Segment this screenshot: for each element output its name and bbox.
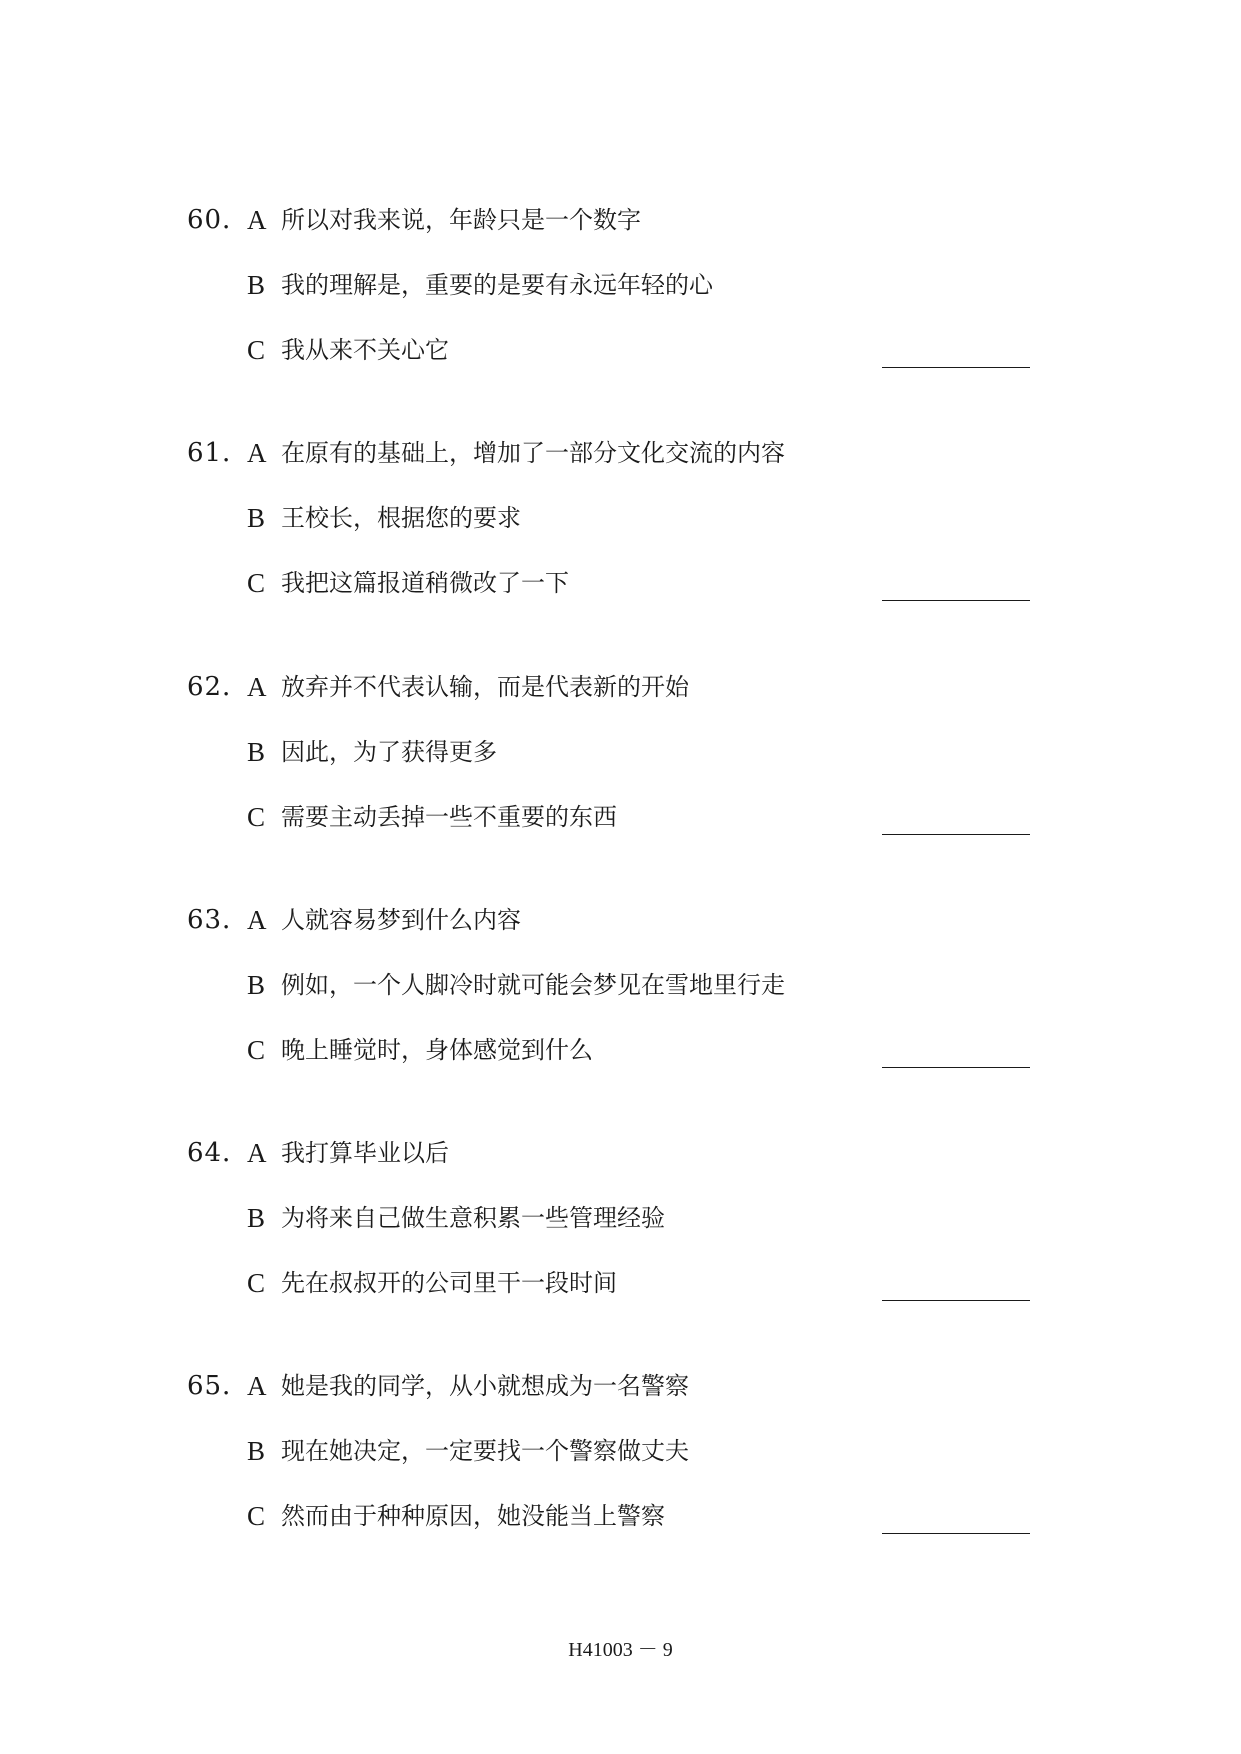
answer-blank[interactable] (882, 1067, 1030, 1068)
option-letter: C (247, 802, 266, 832)
option-text: 晚上睡觉时，身体感觉到什么 (281, 1036, 593, 1064)
option-letter: B (247, 1436, 266, 1466)
option-text: 王校长，根据您的要求 (281, 504, 521, 532)
option-text: 她是我的同学，从小就想成为一名警察 (281, 1372, 689, 1400)
option-letter: A (247, 1371, 267, 1401)
option-letter: A (247, 1138, 267, 1168)
option-text: 然而由于种种原因，她没能当上警察 (281, 1502, 665, 1530)
question-number: 62． (187, 672, 250, 702)
option-text: 所以对我来说，年龄只是一个数字 (281, 206, 641, 234)
option-text: 因此，为了获得更多 (281, 738, 497, 766)
option-letter: B (247, 737, 266, 767)
option-letter: C (247, 1501, 266, 1531)
question-61 (0, 433, 1241, 633)
option-text: 我的理解是，重要的是要有永远年轻的心 (281, 271, 713, 299)
question-62 (0, 667, 1241, 867)
answer-blank[interactable] (882, 367, 1030, 368)
question-number: 60． (187, 205, 250, 235)
option-letter: C (247, 335, 266, 365)
option-letter: B (247, 970, 266, 1000)
question-63 (0, 900, 1241, 1100)
option-text: 先在叔叔开的公司里干一段时间 (281, 1269, 617, 1297)
option-letter: C (247, 568, 266, 598)
question-64 (0, 1133, 1241, 1333)
answer-blank[interactable] (882, 600, 1030, 601)
option-text: 我从来不关心它 (281, 336, 449, 364)
answer-blank[interactable] (882, 1300, 1030, 1301)
option-letter: B (247, 503, 266, 533)
option-letter: C (247, 1268, 266, 1298)
option-text: 在原有的基础上，增加了一部分文化交流的内容 (281, 439, 785, 467)
question-number: 61． (187, 438, 250, 468)
option-letter: A (247, 438, 267, 468)
option-text: 现在她决定，一定要找一个警察做丈夫 (281, 1437, 689, 1465)
question-number: 63． (187, 905, 250, 935)
option-text: 我打算毕业以后 (281, 1139, 449, 1167)
option-letter: B (247, 270, 266, 300)
option-text: 人就容易梦到什么内容 (281, 906, 521, 934)
option-text: 例如，一个人脚冷时就可能会梦见在雪地里行走 (281, 971, 785, 999)
question-number: 65． (187, 1371, 250, 1401)
question-65 (0, 1366, 1241, 1566)
option-letter: C (247, 1035, 266, 1065)
option-letter: A (247, 205, 267, 235)
question-60 (0, 200, 1241, 400)
page-footer: H41003 － 9 (568, 1639, 673, 1661)
answer-blank[interactable] (882, 834, 1030, 835)
option-letter: A (247, 672, 267, 702)
option-text: 放弃并不代表认输，而是代表新的开始 (281, 673, 689, 701)
option-text: 需要主动丢掉一些不重要的东西 (281, 803, 617, 831)
option-text: 我把这篇报道稍微改了一下 (281, 569, 569, 597)
answer-blank[interactable] (882, 1533, 1030, 1534)
option-letter: A (247, 905, 267, 935)
option-letter: B (247, 1203, 266, 1233)
question-number: 64． (187, 1138, 250, 1168)
option-text: 为将来自己做生意积累一些管理经验 (281, 1204, 665, 1232)
